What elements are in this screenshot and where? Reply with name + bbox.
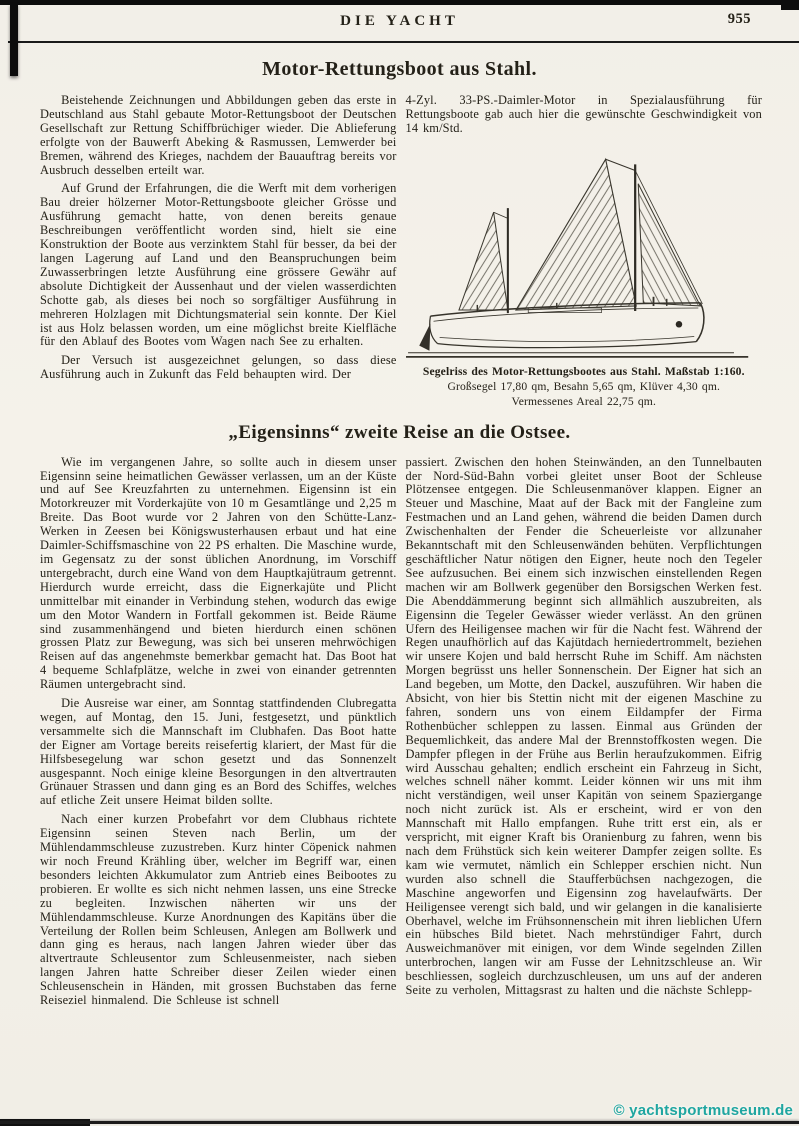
paragraph: passiert. Zwischen den hohen Steinwänden, an den Tunnelbauten der Nord-Süd-Bahn vorbei gleitet unser Boot der Schleuse Plötzensee entgegen. Die Schleusenmanöver klappen. Eigner an Steuer und Maschine, Maat auf der Back mit der Fangleine zum Festmachen und an Land gehen, während die beiden Damen durch Zwischenhalten der Fender die Scheuerleiste vor allzunaher Bekanntschaft mit den Schleusenwänden behüten. Verpflichtungen geschäftlicher Natur nötigen den Eigner, heute noch den Tegeler See aufzusuchen. Bei einem sich inzwischen einstellenden Regen machen wir am Bollwerk gegenüber den Borsigschen Werken fest. Die Abenddämmerung beginnt sich allmählich auszubreiten, als Eigensinn die Tegeler Gewässer wieder verlässt. An den grünen Ufern des Heiligensee machen wir für die Nacht fest. Während der Regen unaufhörlich auf das Kajütdach herniedertrommelt, beziehen wir unsere Kojen und bald herrscht Ruhe im Schiff. Am nächsten Morgen begrüsst uns heller Sonnenschein. Der Eigner hat sich an Land begeben, um Motte, den Dackel, auszuführen. Wir haben die Absicht, von hier bis Stettin nicht mit der eigenen Maschine zu fahren, sondern uns von einem Eildampfer der Firma Rothenbücher schleppen zu lassen. Einmal aus Gründen der Bequemlichkeit, das andere Mal der Brennstoffkosten wegen. Die Dampfer pflegen in der Frühe aus Berlin heraufzukommen. Eifrig wird Ausschau gehalten; endlich erscheint ein Fahrzeug in Sicht, welches schnell näher kommt. Leider können wir uns mit ihm nicht verständigen, weil unser Kapitän von seinem Spaziergange noch nicht zurück ist. Als er erscheint, wird er von den Mannschaft mit Hallo empfangen. Ruhe tritt erst ein, als er verspricht, mit eigner Kraft bis Oranienburg zu fahren, wenn bis nach dem Frühstück sich kein weiterer Dampfer zeigen sollte. Es kam wie vermutet, nämlich ein Schlepper erschien nicht. Nun wurden also schnell die Staufferbüchsen nachgezogen, die Maschine angeworfen und Eigensinn zog havelaufwärts. Der Heiligensee verengt sich bald, und wir gelangen in die kanalisierte Oberhavel, welche im Frühsonnenschein mit ihren lieblichen Ufern ein hübsches Bild bietet. Nach mehrstündiger Fahrt, durch Ausweichmanöver mit einigen, vor dem Winde segelnden Zillen unterbrochen, langen wir am Fusse der Lehnitzschleuse an. Wir beschliessen, sogleich durchzuschleusen, um uns auf der anderen Seite zu verholen, Mittagsrast zu halten und die nächste Schlepp- xyxy=(405,454,762,998)
caption-sails-line: Großsegel 17,80 qm, Besahn 5,65 qm, Klüver 4,30 qm. xyxy=(447,379,721,393)
caption-area-line: Vermessenes Areal 22,75 qm. xyxy=(511,394,657,408)
article-steel-lifeboat xyxy=(0,58,799,409)
article2-right-column xyxy=(406,456,763,1008)
article1-right-column xyxy=(406,94,763,409)
article1-title: Motor-Rettungsboot aus Stahl. xyxy=(262,58,537,80)
paragraph: Der Versuch ist ausgezeichnet gelungen, so dass diese Ausführung auch in Zukunft das Feld behaupten wird. Der xyxy=(40,353,397,382)
page-number: 955 xyxy=(727,11,751,27)
header-rule xyxy=(8,41,799,43)
article2-left-column xyxy=(40,456,397,1008)
rudder xyxy=(419,323,430,350)
hull-bottom xyxy=(437,341,696,347)
besan-sail xyxy=(458,212,507,310)
paragraph: 4-Zyl. 33-PS.-Daimler-Motor in Spezialausführung für Rettungsboote gab auch hier die gewünschte Geschwindigkeit von 14 km/Std. xyxy=(405,93,762,135)
hull-waterline xyxy=(439,336,694,341)
porthole xyxy=(675,321,682,328)
watermark: © yachtsportmuseum.de xyxy=(613,1102,793,1119)
main-sail xyxy=(516,159,636,310)
paragraph: Wie im vergangenen Jahre, so sollte auch in diesem unser Eigensinn seine heimatlichen Gewässer verlassen, um an der Küste und auf See Kreuzfahrten zu unternehmen. Eigensinn ist ein Motorkreuzer mit Vorderkajüte von 10 m Gesamtlänge und 2,25 m Breite. Das Boot wurde vor 2 Jahren von den Schütte-Lanz-Werken in Zeesen bei Königswusterhausen erbaut und hat eine Daimler-Schiffsmaschine von 22 PS erhalten. Die Maschine wurde, im Gegensatz zu der sonst üblichen Anordnung, im Vorschiff untergebracht, durch eine Wand von dem Hauptkajütraum getrennt. Hierdurch wurde erreicht, dass die Eignerkajüte und Plicht unmittelbar mit einander in Verbindung stehen, wodurch das ewige um den Motor Wandern in Fortfall gekommen ist. Beide Räume sind zusammenhängend und bieten hierdurch einen schönen grossen Platz zur Bewegung, was sich bei unseren mehrwöchigen Reisen auf das angenehmste bemerkbar gemacht hat. Das Boot hat 4 bequeme Schlafplätze, welche in zwei von einander getrennten Räumen untergebracht sind. xyxy=(40,454,397,692)
article2-title: „Eigensinns“ zweite Reise an die Ostsee. xyxy=(228,421,571,443)
main-halyard xyxy=(605,159,635,170)
paragraph: Beistehende Zeichnungen und Abbildungen geben das erste in Deutschland aus Stahl gebaute Motor-Rettungsboot der Deutschen Gesellschaft zur Rettung Schiffbrüchiger wieder. Die Ablieferung erfolgte von der Bauwerft Abeking & Rasmussen, Lemwerder bei Bremen, während des Krieges, nachdem der Bauauftrag bereits vor Ausbruch desselben erteilt war. xyxy=(40,93,397,177)
stern-post xyxy=(429,316,437,343)
sail-plan-figure xyxy=(406,144,763,360)
caption-title-line: Segelriss des Motor-Rettungsbootes aus Stahl. Maßstab 1:160. xyxy=(422,364,745,378)
paragraph: Auf Grund der Erfahrungen, die die Werft mit dem vorherigen Bau dreier hölzerner Motor-Rettungsboote gleicher Grösse und Ausführung gemacht hatte, von denen bereits genaue Beschreibungen veröffentlicht worden sind, hielt sie eine Konstruktion der Boote aus verzinktem Stahl für besser, da bei der langen Lagerung auf Land und den Beanspruchungen beim Zuwasserbringen letzte Ausführung eine grössere Gewähr auf absolute Dichtigkeit der Aussenhaut und der vielen wasserdichten Schotte gab, als dieses bei noch so sorgfältiger Ausführung in mehreren Holzlagen mit Dichtungsmaterial sein konnte. Der Kiel ist aus Holz belassen worden, um eine möglichst breite Kielfläche für den Ablauf des Bootes vom Wagen nach See zu erhalten. xyxy=(40,181,397,349)
figure-caption xyxy=(406,364,763,409)
bow-stem xyxy=(696,303,704,342)
journal-header xyxy=(0,0,799,37)
besan-halyard xyxy=(493,212,507,218)
article-eigensinn-trip xyxy=(0,422,799,1008)
article1-left-column xyxy=(40,94,397,409)
scan-bottom-edge xyxy=(0,1121,799,1124)
jib-sail xyxy=(638,183,700,305)
paragraph: Die Ausreise war einer, am Sonntag stattfindenden Clubregatta wegen, auf Montag, den 15. Juni, festgesetzt, und pünktlich versammelte sich die Mannschaft im Clubhafen. Das Boot hatte der Eigner am Vortage bereits reisefertig klariert, der Mast für die Hilfsbesegelung war schon gesetzt und das Sonnenzelt ausgespannt. Noch einige kleine Besorgungen in den altvertrauten Grünauer Strassen und dann ging es an Bord des Schiffes, welches auf etliche Zeit unsere Heimat bilden sollte. xyxy=(40,696,397,808)
sail-plan-drawing xyxy=(406,144,763,360)
paragraph: Nach einer kurzen Probefahrt vor dem Clubhaus richtete Eigensinn seinen Steven nach Berlin, um der Mühlendammschleuse zuzustreben. Kurz hinter Cöpenick nahmen wir noch Freund Krähling über, welcher im Begriff war, einen besonders leichten Akkumulator zum Antrieb eines Beibootes zu probieren. Er wollte es sich nicht nehmen lassen, uns eine Strecke zu begleiten. Inzwischen näherten wir uns der Mühlendammschleuse. Kurze Anordnungen des Kapitäns über die Verteilung der Rollen beim Schleusen, Anlegen am Bollwerk und dann ging es heraus, nach langen Jahren wieder über das altvertraute Schleusentor zum Schleusenmeister, nach sieben langen Jahren hatte Schreiber dieser Zeilen wieder einen Schleusenschein in Händen, mit grossen Buchstaben das ferne Reiseziel hinmalend. Die Schleuse ist schnell xyxy=(40,812,397,1008)
journal-title: DIE YACHT xyxy=(340,13,459,29)
